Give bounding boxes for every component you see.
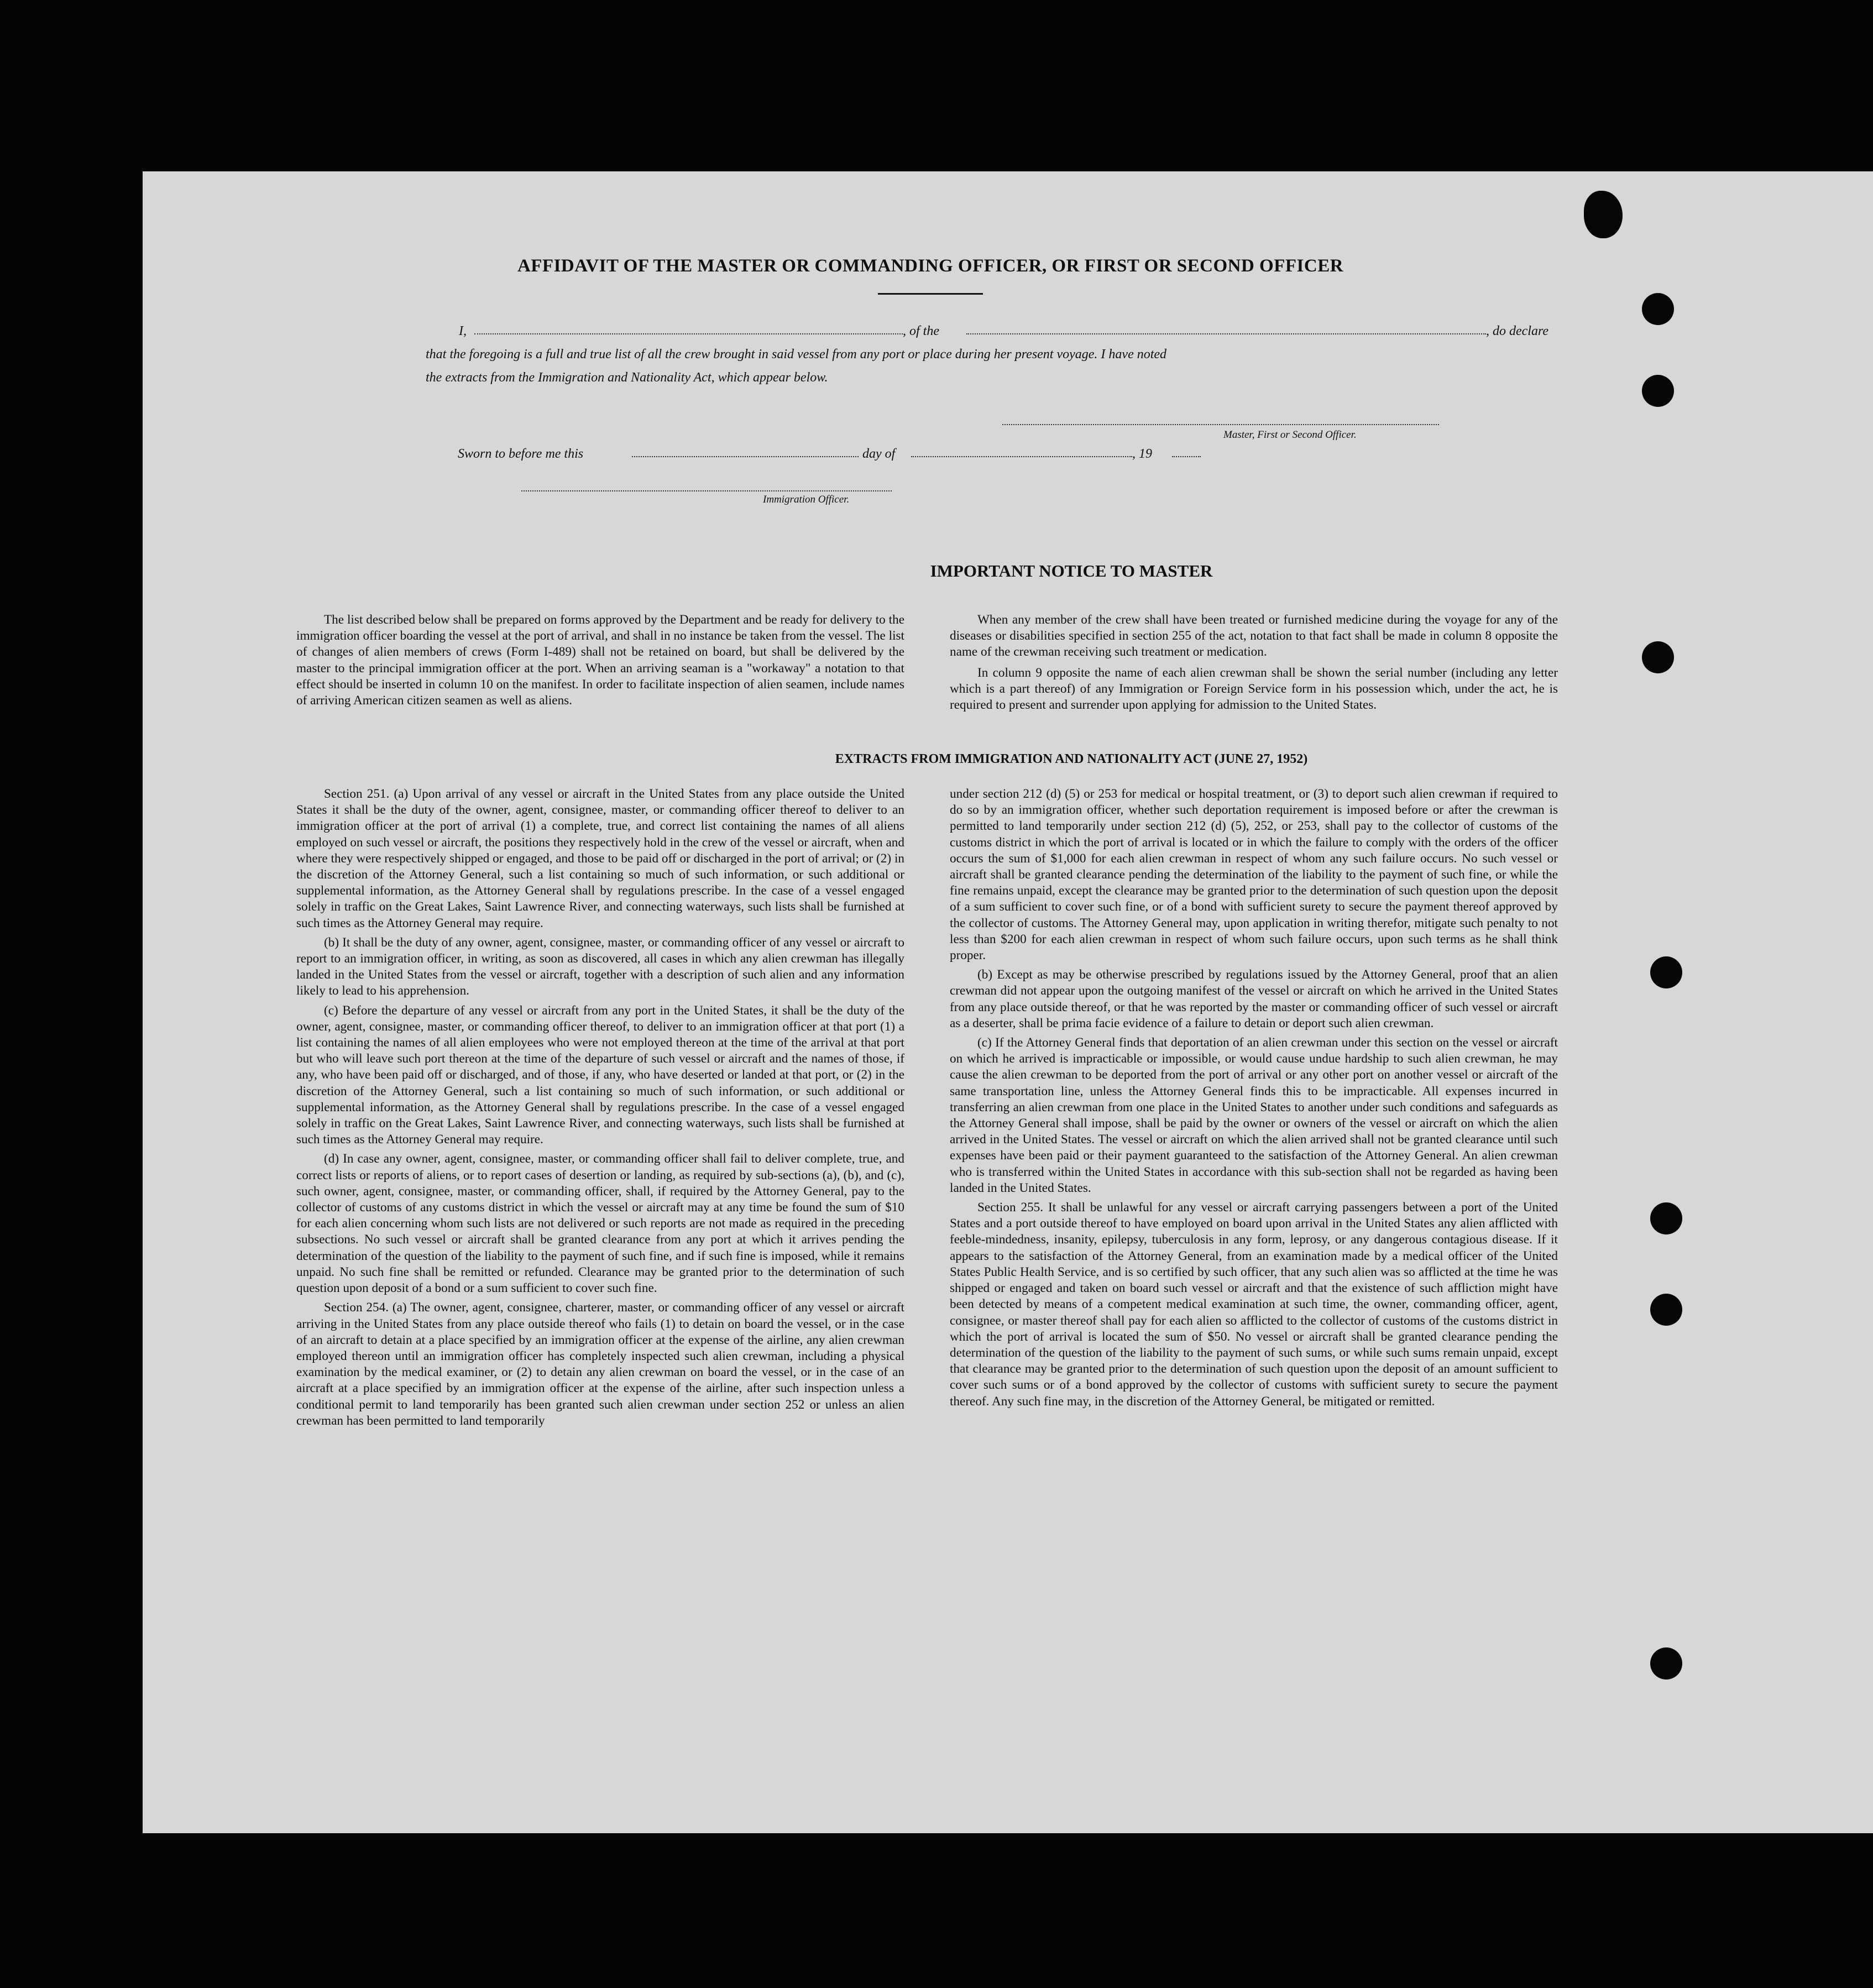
extract-paragraph: Section 254. (a) The owner, agent, consignee, charterer, master, or commanding officer of any vessel or aircraft arriving in the United States from any place outside thereof who fails (1) to detain on board the vessel, or in the case of an aircraft to detain at a place specified by an immigration officer at the expense of the airline, any alien crewman employed thereon until an immigration officer has completely inspected such alien crewman, including a physical examination by the medical examiner, or (2) to detain any alien crewman on board the vessel, or in the case of an aircraft at a place specified by an immigration officer at the expense of the airline, after such inspection unless a conditional permit to land temporarily has been granted such alien crewman under section 252 or unless an alien crewman has been permitted to land temporarily xyxy=(296,1300,904,1428)
punch-hole xyxy=(1650,1647,1682,1680)
sworn-month-field xyxy=(911,456,1132,457)
extract-paragraph: (b) It shall be the duty of any owner, agent, consignee, master, or commanding officer of any vessel or aircraft to report to an immigration officer, in writing, as soon as discovered, all cases in which any alien crewman has illegally landed in the United States from the vessel or aircraft, together with a description of such alien and any information likely to lead to his apprehension. xyxy=(296,935,904,998)
notice-right-paragraph-1: When any member of the crew shall have been treated or furnished medicine during the voyage for any of the diseases or disabilities specified in section 255 of the act, notation to that fact shall be made in column 8 opposite the name of the crewman receiving such treatment or medication. xyxy=(950,613,1558,660)
officer-signature-label: Immigration Officer. xyxy=(763,494,850,505)
extract-paragraph: Section 255. It shall be unlawful for any vessel or aircraft carrying passengers between a port of the United States and a port outside thereof to have employed on board upon arrival in the United States any alien afflicted with feeble-mindedness, insanity, epilepsy, tuberculosis in any form, leprosy, or any dangerous contagious disease. If it appears to the satisfaction of the Attorney General, from an examination made by a medical officer of the United States Public Health Service, and is so certified by such officer, that any such alien was so afflicted at the time he was shipped or engaged and taken on board such vessel or aircraft and that the existence of such affliction might have been detected by means of a competent medical examination at such time, the owner, commanding officer, agent, consignee, or master thereof shall pay for each alien so afflicted to the collector of customs of the customs district in which the port of arrival is located the sum of $50. No vessel or aircraft shall be granted clearance pending the determination of the question of the liability to the payment of such sums, or while such sums remain unpaid, except that clearance may be granted prior to the determination of such question upon the deposit of an amount sufficient to cover such sums or of a bond approved by the collector of customs with sufficient surety to secure the payment thereof. Any such fine may, in the discretion of the Attorney General, be mitigated or remitted. xyxy=(950,1200,1558,1409)
extracts-left-column xyxy=(296,786,904,1432)
master-signature-line xyxy=(1002,424,1439,425)
declaration-do-declare: , do declare xyxy=(1486,324,1549,338)
extract-paragraph: (c) If the Attorney General finds that deportation of an alien crewman under this section on the vessel or aircraft on which he arrived is impracticable or impossible, or would cause undue hardship to such alien crewman, he may cause the alien crewman to be deported from the port of arrival or any other port on another vessel or aircraft of the same transportation line, unless the Attorney General finds this to be impracticable. All expenses incurred in transferring an alien crewman from one place in the United States to another under such conditions and safeguards as the Attorney General shall impose, shall be paid by the owner or owners of the vessel or aircraft on which the alien arrived in the United States. The vessel or aircraft on which the alien arrived shall not be granted clearance until such expenses have been paid or their payment guaranteed to the satisfaction of the Attorney General. An alien crewman who is transferred within the United States in accordance with this sub-section shall not be regarded as having been landed in the United States. xyxy=(950,1035,1558,1195)
master-signature-label: Master, First or Second Officer. xyxy=(1223,429,1357,441)
punch-hole xyxy=(1650,1294,1682,1326)
punch-hole xyxy=(1642,293,1674,325)
name-field xyxy=(474,333,903,334)
affidavit-title: AFFIDAVIT OF THE MASTER OR COMMANDING OFFICER, OR FIRST OR SECOND OFFICER xyxy=(517,256,1344,276)
vessel-field xyxy=(966,333,1486,334)
title-rule xyxy=(878,293,983,295)
extract-paragraph: (c) Before the departure of any vessel or aircraft from any port in the United States, it shall be the duty of the owner, agent, consignee, master, or commanding officer thereof, to deliver to an immigration officer at that port (1) a list containing the names of all alien employees who were not employed thereon at the time of the arrival at that port but who will leave such port thereon at the time of the departure of such vessel or aircraft and the names of those, if any, who have been paid off or discharged, and of those, if any, who have deserted or landed at that port, or (2) in the discretion of the Attorney General, such a list containing so much of such information, or such additional or supplemental information, as the Attorney General shall by regulations prescribe. In the case of a vessel engaged solely in traffic on the Great Lakes, Saint Lawrence River, and connecting waterways, such lists shall be furnished at such times as the Attorney General may require. xyxy=(296,1003,904,1147)
document-page xyxy=(143,171,1873,1833)
extract-paragraph: (b) Except as may be otherwise prescribed by regulations issued by the Attorney General, proof that an alien crewman did not appear upon the outgoing manifest of the vessel or aircraft on which he arrived in the United States from any place outside thereof, or that he was reported by the master or commanding officer of such vessel or aircraft as a deserter, shall be prima facie evidence of a failure to detain or deport such alien crewman. xyxy=(950,967,1558,1030)
officer-signature-line xyxy=(521,490,892,491)
sworn-day-of: day of xyxy=(862,447,896,461)
sworn-year: , 19 xyxy=(1132,447,1152,461)
notice-left-paragraph: The list described below shall be prepared on forms approved by the Department and be ready for delivery to the immigration officer boarding the vessel at the port of arrival, and shall in no instance be taken from the vessel. The list of changes of alien members of crews (Form I-489) shall not be retained on board, but shall be delivered by the master to the principal immigration officer at the port. When an arriving seaman is a "workaway" a notation to that effect should be inserted in column 10 on the manifest. In order to facilitate inspection of alien seamen, include names of arriving American citizen seamen as well as aliens. xyxy=(296,613,904,708)
sworn-text: Sworn to before me this xyxy=(458,447,584,461)
notice-right-paragraph-2: In column 9 opposite the name of each alien crewman shall be shown the serial number (including any letter which is a part thereof) of any Immigration or Foreign Service form in his possession which, under the act, he is required to present and surrender upon applying for admission to the United States. xyxy=(950,665,1558,713)
declaration-line3: the extracts from the Immigration and Nationality Act, which appear below. xyxy=(426,370,828,385)
declaration-of-the: , of the xyxy=(903,324,939,338)
extract-paragraph: Section 251. (a) Upon arrival of any vessel or aircraft in the United States from any place outside the United States it shall be the duty of the owner, agent, consignee, master, or commanding officer thereof to deliver to an immigration officer at the port of arrival (1) a complete, true, and correct list containing the names of all aliens employed on such vessel or aircraft, the positions they respectively hold in the crew of the vessel or aircraft, when and where they were respectively shipped or engaged, and those to be paid off or discharged in the port of arrival; or (2) in the discretion of the Attorney General, such a list containing so much of such information, or such additional or supplemental information, as the Attorney General shall by regulations prescribe. In the case of a vessel engaged solely in traffic on the Great Lakes, Saint Lawrence River, and connecting waterways, such lists shall be furnished at such times as the Attorney General may require. xyxy=(296,787,904,930)
punch-hole xyxy=(1642,375,1674,407)
sworn-year-field xyxy=(1172,456,1201,457)
sworn-day-field xyxy=(632,456,859,457)
extracts-right-column xyxy=(950,786,1558,1413)
declaration-i: I, xyxy=(459,324,467,338)
punch-hole xyxy=(1584,191,1623,238)
notice-right-column xyxy=(950,612,1558,716)
notice-title: IMPORTANT NOTICE TO MASTER xyxy=(930,561,1213,580)
declaration-line2: that the foregoing is a full and true list of all the crew brought in said vessel from any port or place during her present voyage. I have noted xyxy=(426,347,1167,362)
punch-hole xyxy=(1642,641,1674,673)
extract-paragraph: under section 212 (d) (5) or 253 for medical or hospital treatment, or (3) to deport such alien crewman if required to do so by an immigration officer, whether such deportation requirement is imposed before or after the crewman is permitted to land temporarily under section 212 (d) (5), 252, or 253, shall pay to the collector of customs of the customs district in which the port of arrival is located or in which the failure to comply with the orders of the officer occurs the sum of $1,000 for each alien crewman in respect of whom any such failure occurs. No such vessel or aircraft shall be granted clearance pending the determination of the liability to the payment of such fine, or while the fine remains unpaid, except the clearance may be granted prior to the determination of such question upon the deposit of a sum sufficient to cover such fine, or of a bond with sufficient surety to secure the payment thereof approved by the collector of customs. The Attorney General may, upon application in writing therefor, mitigate such penalty to not less than $200 for each alien crewman in respect of whom such failure occurs, upon such terms as he shall think proper. xyxy=(950,787,1558,963)
punch-hole xyxy=(1650,1202,1682,1234)
notice-left-column xyxy=(296,612,904,712)
extracts-title: EXTRACTS FROM IMMIGRATION AND NATIONALITY ACT (JUNE 27, 1952) xyxy=(835,752,1308,766)
punch-hole xyxy=(1650,956,1682,988)
extract-paragraph: (d) In case any owner, agent, consignee, master, or commanding officer shall fail to deliver complete, true, and correct lists or reports of aliens, or to report cases of desertion or landing, as required by sub-sections (a), (b), and (c), such owner, agent, consignee, master, or commanding officer, shall, if required by the Attorney General, pay to the collector of customs of any customs district in which the vessel or aircraft may at any time be found the sum of $10 for each alien concerning whom such lists are not delivered or such reports are not made as required in the preceding subsections. No such vessel or aircraft shall be granted clearance from any port at which it arrives pending the determination of the question of the liability to the payment of such fine, and if such fine is imposed, while it remains unpaid. No such fine shall be remitted or refunded. Clearance may be granted prior to the determination of such question upon deposit of a bond or a sum sufficient to cover such fine. xyxy=(296,1152,904,1296)
